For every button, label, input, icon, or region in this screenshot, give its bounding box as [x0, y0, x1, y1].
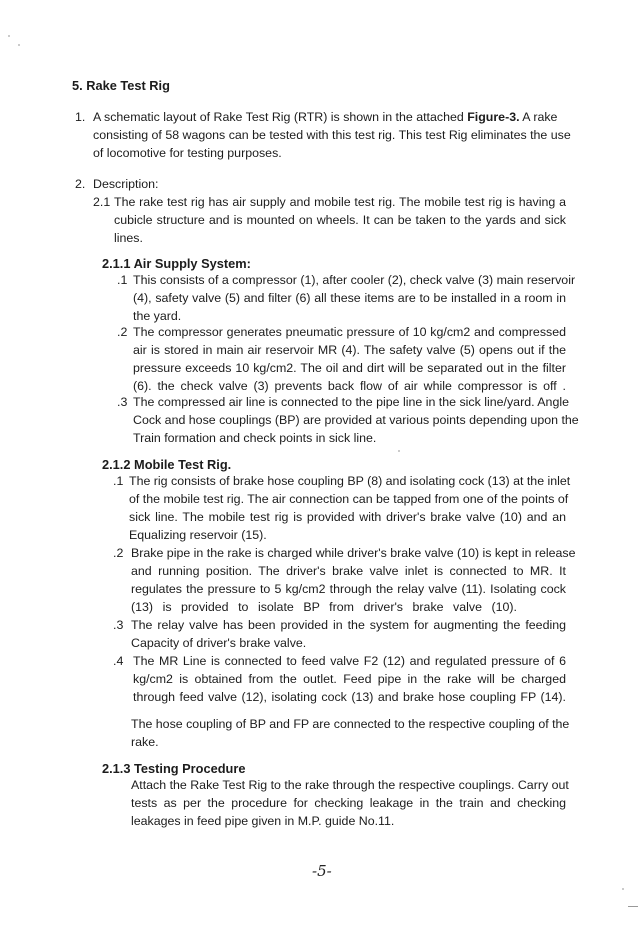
subsection-2-1-2-number: 2.1.2: [102, 457, 131, 472]
s213-line-2: tests as per the procedure for checking leakage in the train and checking: [131, 796, 566, 810]
s211-item-3-line-2: Cock and hose couplings (BP) are provided at various points depending upon the: [133, 413, 579, 427]
s211-item-2-line-4: (6). the check valve (3) prevents back flow of air while compressor is off .: [133, 379, 566, 393]
s213-line-1: Attach the Rake Test Rig to the rake through the respective couplings. Carry out: [131, 778, 569, 792]
subsection-2-1-1-title: Air Supply System:: [133, 256, 251, 271]
s212-item-2-line-1: Brake pipe in the rake is charged while driver's brake valve (10) is kept in release: [131, 546, 576, 560]
paragraph-2-1-line-2: cubicle structure and is mounted on wheels. It can be taken to the yards and sick: [114, 213, 566, 227]
s212-item-2-line-4: (13) is provided to isolate BP from driver's brake valve (10).: [131, 600, 517, 614]
figure-reference: Figure-3.: [467, 110, 520, 124]
section-title: 5. Rake Test Rig: [72, 78, 170, 93]
item1-line-1: [93, 108, 557, 126]
subsection-2-1-1-number: 2.1.1: [102, 256, 131, 271]
s211-item-1-line-2: (4), safety valve (5) and filter (6) all these items are to be installed in a room in: [133, 291, 566, 305]
s212-item-2-line-2: and running position. The driver's brake valve inlet is connected to MR. It: [131, 564, 566, 578]
description-label: Description:: [93, 177, 159, 191]
scan-edge-mark: [628, 906, 638, 907]
s212-note-line-2: rake.: [131, 735, 159, 749]
scan-speck: [18, 44, 20, 46]
subsection-2-1-3-title: Testing Procedure: [134, 761, 246, 776]
s212-item-2-line-3: regulates the pressure to 5 kg/cm2 through the relay valve (11). Isolating cock: [131, 582, 566, 596]
item1-line-3: of locomotive for testing purposes.: [93, 146, 282, 160]
s212-item-1-line-4: Equalizing reservoir (15).: [129, 528, 267, 542]
paragraph-2-1-line-3: lines.: [114, 231, 143, 245]
s211-item-3-line-3: Train formation and check points in sick line.: [133, 431, 377, 445]
s212-item-1-line-3: sick line. The mobile test rig is provided with driver's brake valve (10) and an: [129, 510, 566, 524]
s212-item-3-line-1: The relay valve has been provided in the system for augmenting the feeding: [131, 618, 566, 632]
s211-item-1-number: .1: [117, 273, 128, 287]
scan-speck: [8, 35, 10, 37]
item1-line-2: consisting of 58 wagons can be tested with this test rig. This test Rig eliminates the use: [93, 128, 571, 142]
s212-item-4-line-2: kg/cm2 is obtained from the outlet. Feed pipe in the rake will be charged: [133, 672, 566, 686]
scan-speck: [398, 450, 400, 452]
scan-speck: [622, 888, 624, 890]
item1-line-1-tail: A rake: [522, 110, 558, 124]
s212-item-1-number: .1: [113, 474, 124, 488]
s211-item-2-number: .2: [117, 325, 128, 339]
s211-item-2-line-1: The compressor generates pneumatic pressure of 10 kg/cm2 and compressed: [133, 325, 566, 339]
s212-item-4-line-1: The MR Line is connected to feed valve F2 (12) and regulated pressure of 6: [133, 654, 566, 668]
s212-item-4-number: .4: [113, 654, 124, 668]
subsection-2-1-2-title: Mobile Test Rig.: [134, 457, 232, 472]
paragraph-2-1-number: 2.1: [93, 195, 111, 209]
item1-line-1-text: A schematic layout of Rake Test Rig (RTR) is shown in the attached: [93, 110, 464, 124]
s212-note-line-1: The hose coupling of BP and FP are connected to the respective coupling of the: [131, 717, 570, 731]
s212-item-2-number: .2: [113, 546, 124, 560]
s211-item-2-line-3: pressure exceeds 10 kg/cm2. The oil and dirt will be separated out in the filter: [133, 361, 566, 375]
s212-item-4-line-3: through feed valve (12), isolating cock (13) and brake hose coupling FP (14).: [133, 690, 566, 704]
s211-item-3-number: .3: [117, 395, 128, 409]
item2-number: 2.: [75, 177, 86, 191]
s211-item-2-line-2: air is stored in main air reservoir MR (4). The safety valve (5) opens out if the: [133, 343, 566, 357]
s213-line-3: leakages in feed pipe given in M.P. guide No.11.: [131, 814, 395, 828]
subsection-2-1-3-number: 2.1.3: [102, 761, 131, 776]
s212-item-1-line-1: The rig consists of brake hose coupling BP (8) and isolating cock (13) at the inlet: [129, 474, 571, 488]
s212-item-1-line-2: of the mobile test rig. The air connection can be tapped from one of the points of: [129, 492, 569, 506]
page-number: -5-: [312, 862, 332, 880]
s211-item-1-line-1: This consists of a compressor (1), after cooler (2), check valve (3) main reservoir: [133, 273, 576, 287]
s212-item-3-line-2: Capacity of driver's brake valve.: [131, 636, 307, 650]
s211-item-1-line-3: the yard.: [133, 309, 182, 323]
paragraph-2-1-line-1: The rake test rig has air supply and mobile test rig. The mobile test rig is having a: [114, 195, 566, 209]
s212-item-3-number: .3: [113, 618, 124, 632]
item1-number: 1.: [75, 110, 86, 124]
s211-item-3-line-1: The compressed air line is connected to the pipe line in the sick line/yard. Angle: [133, 395, 569, 409]
